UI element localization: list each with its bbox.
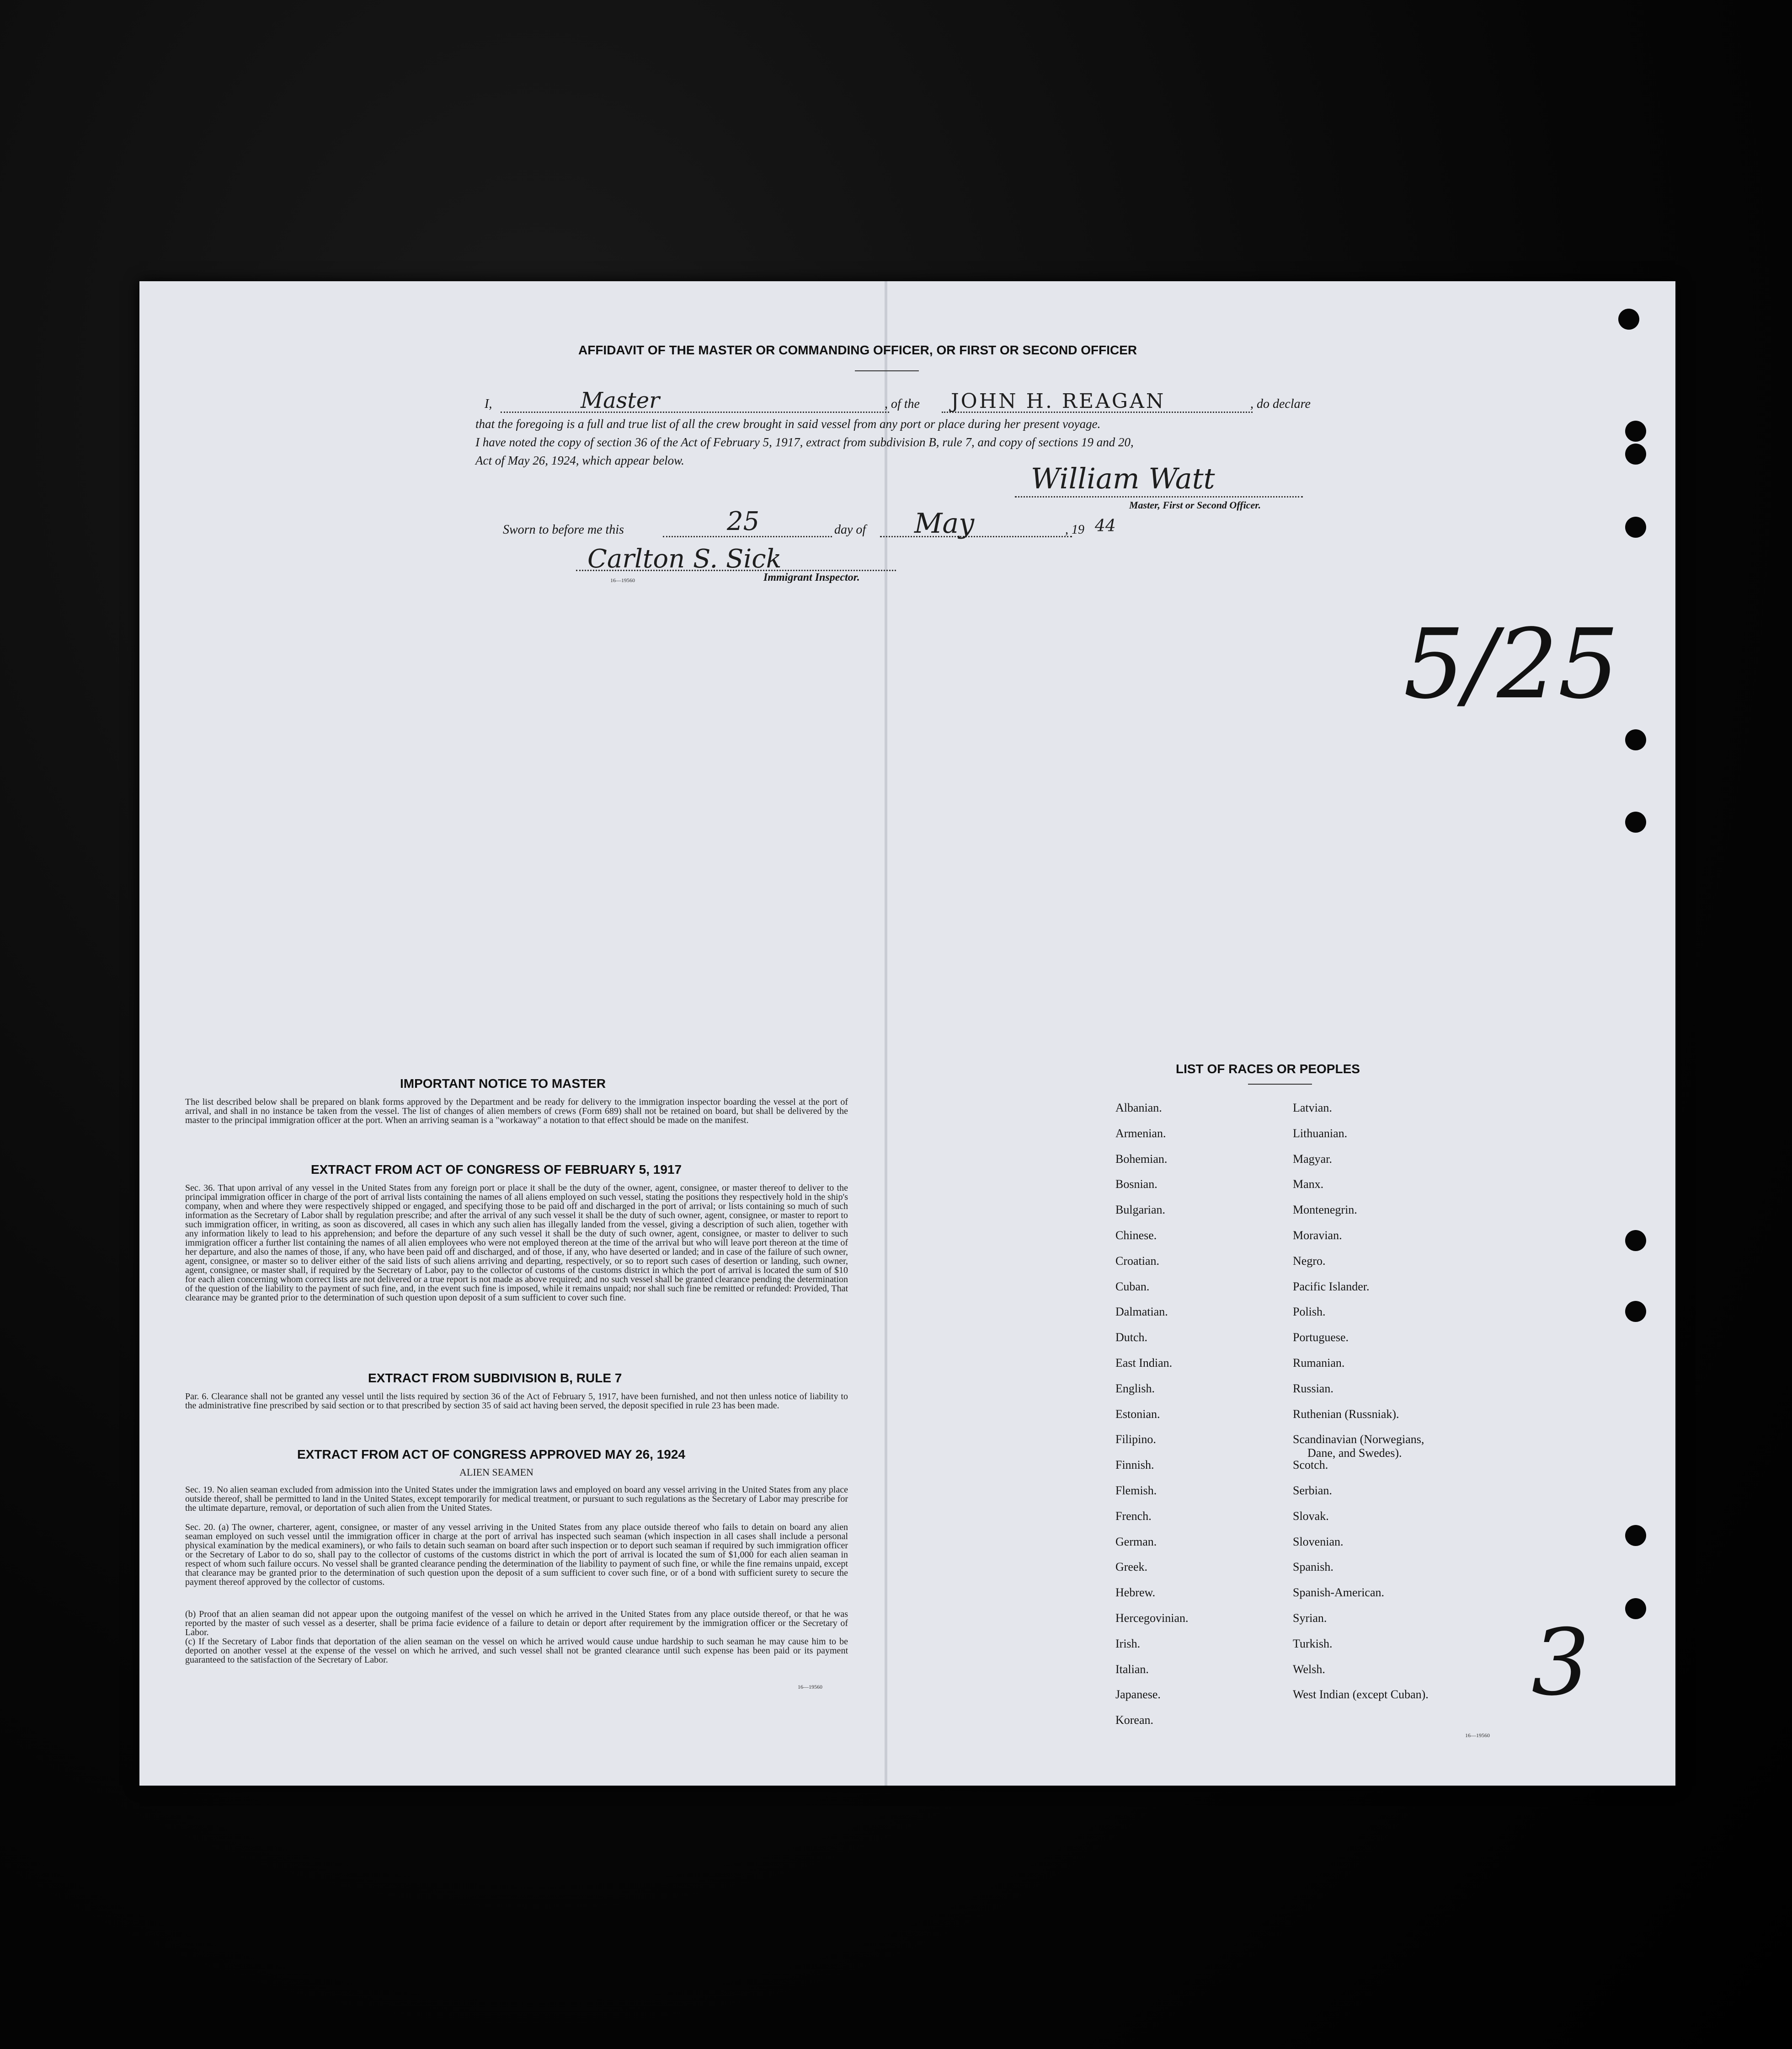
race-item: Russian. (1293, 1382, 1333, 1395)
race-item: Filipino. (1115, 1433, 1156, 1446)
race-item: Armenian. (1115, 1127, 1166, 1140)
race-item: Latvian. (1293, 1101, 1332, 1114)
subdivision-body: Par. 6. Clearance shall not be granted any vessel until the lists required by section 36 of the Act of February 5, 1917, have been furnished, and not then unless notice of liability to the administrative fine prescribed by said section or to that prescribed by section 35 of said act having been served, the deposit specified in rule 23 has been made. (185, 1391, 848, 1411)
race-item: Italian. (1115, 1663, 1149, 1676)
inspector-line (576, 570, 896, 571)
race-item: Hercegovinian. (1115, 1611, 1189, 1625)
race-item: English. (1115, 1382, 1155, 1395)
punch-hole (1625, 517, 1646, 538)
race-item: Bosnian. (1115, 1177, 1157, 1191)
extract-1924-sec20c: (c) If the Secretary of Labor finds that deportation of the alien seaman on the vessel on which he arrived would cause undue hardship to such seaman he may cause him to be deported on another vessel at the expense of the vessel on which he arrived, and such vessel shall not be granted clearance until such expense has been paid or its payment guaranteed to the satisfaction of the Secretary of Labor. (185, 1637, 848, 1665)
races-title: LIST OF RACES OR PEOPLES (1176, 1062, 1360, 1076)
race-item: Spanish-American. (1293, 1586, 1385, 1599)
inspector-form-code: 16—19560 (610, 577, 635, 583)
race-item: Dane, and Swedes). (1307, 1446, 1402, 1460)
punch-hole (1618, 309, 1639, 330)
vessel-name-handwritten: JOHN H. REAGAN (951, 390, 1166, 413)
page-fold (885, 281, 887, 1786)
extract-1924-subtitle: ALIEN SEAMEN (459, 1466, 533, 1478)
race-item: Slovenian. (1293, 1535, 1344, 1548)
month-line (880, 536, 1072, 537)
race-item: Dutch. (1115, 1331, 1148, 1344)
page-number-annotation: 3 (1531, 1610, 1590, 1716)
extract-1917-body: Sec. 36. That upon arrival of any vessel in the United States from any foreign port or place it shall be the duty of the owner, agent, consignee, or master thereof to deliver to the principal immigration officer in charge of the port of arrival lists containing the names of all aliens employed on such vessel, stating the positions they respectively hold in the ship's company, when and where they were respectively shipped or engaged, and specifying those to be paid off and discharged in the port of arrival; or lists containing so much of such information as the Secretary of Labor shall by regulation prescribe; and after the arrival of any such vessel it shall be the duty of such owner, agent, consignee, or master to report to such immigration officer, in writing, as soon as discovered, all cases in which any such alien has illegally landed from the vessel, giving a description of such alien, together with any information likely to lead to his apprehension; and before the departure of any such vessel it shall be the duty of such owner, agent, consignee, or master to deliver to such immigration officer a further list containing the names of all alien employees who were not employed thereon at the time of the arrival but who will leave port thereon at the time of her departure, and also the names of those, if any, who have been paid off and discharged, and of those, if any, who have deserted or landed; and in case of the failure of such owner, agent, consignee, or master so to deliver either of the said lists of such aliens arriving and departing, respectively, or so to report such cases of desertion or landing, such owner, agent, consignee, or master shall, if required by the Secretary of Labor, pay to the collector of customs of the customs district in which the port of arrival is located the sum of $10 for each alien concerning whom correct lists are not delivered or a true report is not made as above required; and no such vessel shall be granted clearance pending the determination of the question of the liability to the payment of such fine, and, in the event such fine is imposed, while it remains unpaid; nor shall such fine be remitted or refunded: Provided, That clearance may be granted prior to the determination of such question upon deposit of a sum sufficient to cover such fine. (185, 1183, 848, 1303)
signature-line (1015, 496, 1303, 498)
notice-title: IMPORTANT NOTICE TO MASTER (400, 1076, 606, 1091)
race-item: Pacific Islander. (1293, 1280, 1370, 1293)
do-declare-label: , do declare (1250, 397, 1311, 411)
extract-1924-sec20b: (b) Proof that an alien seaman did not appear upon the outgoing manifest of the vessel on which he arrived in the United States from any place outside thereof, or that he was reported by the master of such vessel as a deserter, shall be prima facie evidence of a failure to detain or deport after requirement by the immigration officer or the Secretary of Labor. (185, 1609, 848, 1637)
race-item: Ruthenian (Russniak). (1293, 1407, 1399, 1421)
punch-hole (1625, 812, 1646, 833)
race-item: Rumanian. (1293, 1356, 1345, 1370)
race-item: French. (1115, 1509, 1152, 1523)
date-annotation: 5/25 (1403, 608, 1619, 720)
punch-hole (1625, 1598, 1646, 1619)
race-item: Slovak. (1293, 1509, 1329, 1523)
affidavit-line-3: I have noted the copy of section 36 of the Act of February 5, 1917, extract from subdivision B, rule 7, and copy of sections 19 and 20, (475, 435, 1134, 449)
race-item: Finnish. (1115, 1458, 1154, 1471)
punch-hole (1625, 444, 1646, 465)
race-item: Korean. (1115, 1713, 1154, 1727)
race-item: Polish. (1293, 1305, 1326, 1318)
race-item: Chinese. (1115, 1229, 1157, 1242)
race-item: Albanian. (1115, 1101, 1162, 1114)
race-item: East Indian. (1115, 1356, 1173, 1370)
punch-hole (1625, 1230, 1646, 1251)
day-of-label: day of (834, 523, 866, 537)
punch-hole (1625, 729, 1646, 750)
sworn-label: Sworn to before me this (503, 523, 624, 537)
rank-line (501, 412, 889, 413)
race-item: Serbian. (1293, 1484, 1332, 1497)
race-item: Magyar. (1293, 1152, 1332, 1166)
extract-1924-sec19: Sec. 19. No alien seaman excluded from admission into the United States under the immigration laws and employed on board any vessel arriving in the United States from any place outside thereof, shall be permitted to land in the United States, except temporarily for medical treatment, or pursuant to such regulations as the Secretary of Labor may prescribe for the ultimate departure, removal, or deportation of such alien from the United States. (185, 1485, 848, 1513)
race-item: Turkish. (1293, 1637, 1333, 1650)
race-item: Scotch. (1293, 1458, 1328, 1471)
master-signature: William Watt (1031, 462, 1215, 495)
race-item: Negro. (1293, 1254, 1326, 1268)
i-label: I, (485, 397, 492, 411)
race-item: Hebrew. (1115, 1586, 1156, 1599)
affidavit-line-2: that the foregoing is a full and true list of all the crew brought in said vessel from any port or place during her present voyage. (475, 417, 1101, 431)
inspector-caption: Immigrant Inspector. (763, 572, 860, 583)
race-item: Estonian. (1115, 1407, 1160, 1421)
race-item: Greek. (1115, 1560, 1148, 1573)
race-item: Syrian. (1293, 1611, 1327, 1625)
affidavit-line-4: Act of May 26, 1924, which appear below. (475, 454, 684, 467)
race-item: Bulgarian. (1115, 1203, 1166, 1216)
race-item: Japanese. (1115, 1688, 1161, 1701)
extract-1917-title: EXTRACT FROM ACT OF CONGRESS OF FEBRUARY 5, 1917 (311, 1162, 682, 1177)
races-title-rule (1248, 1084, 1312, 1085)
extract-1924-title: EXTRACT FROM ACT OF CONGRESS APPROVED MAY 26, 1924 (297, 1447, 685, 1461)
punch-hole (1625, 1525, 1646, 1546)
punch-hole (1625, 1301, 1646, 1322)
race-item: Scandinavian (Norwegians, (1293, 1433, 1424, 1446)
race-item: Irish. (1115, 1637, 1141, 1650)
race-item: Croatian. (1115, 1254, 1160, 1268)
inspector-signature: Carlton S. Sick (587, 544, 782, 574)
race-item: West Indian (except Cuban). (1293, 1688, 1429, 1701)
of-the-label: , of the (885, 397, 920, 411)
year-handwritten: 44 (1095, 517, 1116, 535)
title-rule (855, 370, 919, 371)
extract-form-code: 16—19560 (798, 1684, 822, 1690)
race-item: Spanish. (1293, 1560, 1333, 1573)
race-item: Flemish. (1115, 1484, 1157, 1497)
notice-body: The list described below shall be prepared on blank forms approved by the Department and be ready for delivery to the immigration inspector boarding the vessel at the port of arrival, and shall in no instance be taken from the vessel. The list of changes of alien members of crews (Form 689) shall not be retained on board, but shall be delivered by the master to the principal immigration officer at the port. When an arriving seaman is a "workaway" a notation to that effect should be made on the manifest. (185, 1097, 848, 1125)
race-item: Cuban. (1115, 1280, 1150, 1293)
affidavit-title: AFFIDAVIT OF THE MASTER OR COMMANDING OFFICER, OR FIRST OR SECOND OFFICER (578, 343, 1137, 357)
punch-hole (1625, 421, 1646, 442)
race-item: Portuguese. (1293, 1331, 1349, 1344)
month-handwritten: May (914, 508, 975, 540)
race-item: Montenegrin. (1293, 1203, 1357, 1216)
race-item: Moravian. (1293, 1229, 1342, 1242)
race-item: Dalmatian. (1115, 1305, 1168, 1318)
race-item: German. (1115, 1535, 1157, 1548)
race-item: Welsh. (1293, 1663, 1325, 1676)
race-item: Bohemian. (1115, 1152, 1168, 1166)
races-form-code: 16—19560 (1465, 1732, 1490, 1739)
rank-handwritten: Master (581, 388, 660, 413)
signature-caption: Master, First or Second Officer. (1129, 499, 1261, 511)
day-handwritten: 25 (727, 507, 760, 536)
year-prefix: , 19 (1065, 523, 1084, 537)
extract-1924-sec20a: Sec. 20. (a) The owner, charterer, agent, consignee, or master of any vessel arriving in the United States from any place outside thereof who fails to detain on board any alien seaman employed on such vessel until the immigration officer in charge at the port of arrival has inspected such seaman (which inspection in all cases shall include a personal physical examination by the medical examiners), or who fails to detain such seaman on board after such inspection or to deport such seaman if required by such immigration officer or the Secretary of Labor to do so, shall pay to the collector of customs of the customs district in which the port of arrival is located the sum of $1,000 for each alien seaman in respect of whom such failure occurs. No vessel shall be granted clearance pending the determination of the liability to payment of such fine, or while the fine remains unpaid, except that clearance may be granted prior to the determination of such question upon the deposit of a sum sufficient to cover such fine, or of a bond with sufficient surety to secure the payment thereof approved by the collector of customs. (185, 1522, 848, 1587)
race-item: Manx. (1293, 1177, 1324, 1191)
race-item: Lithuanian. (1293, 1127, 1348, 1140)
subdivision-title: EXTRACT FROM SUBDIVISION B, RULE 7 (368, 1371, 622, 1385)
